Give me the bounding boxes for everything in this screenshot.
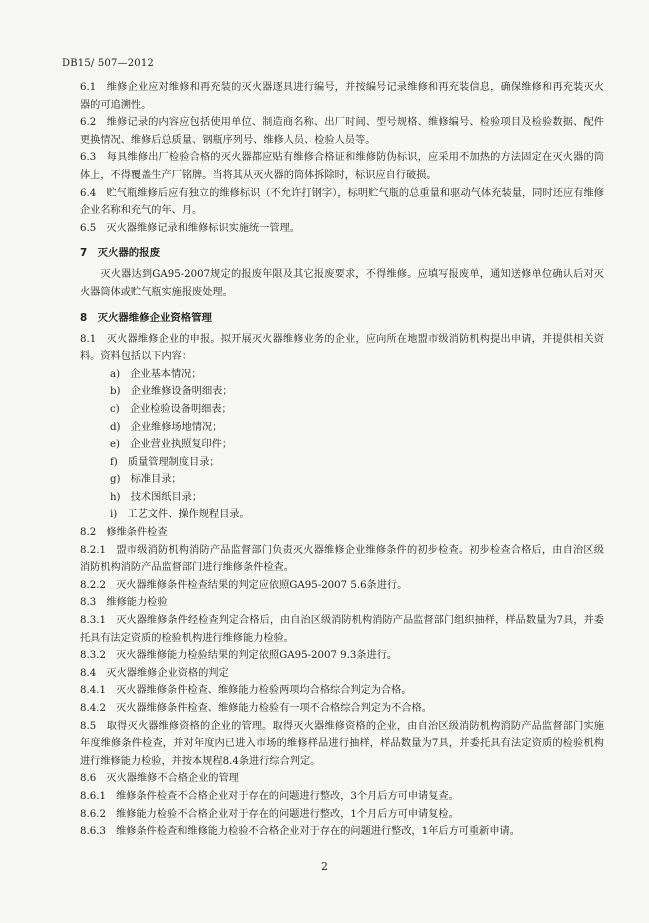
- clause-8-5: 8.5 取得灭火器维修资格的企业的管理。取得灭火器维修资格的企业，由自治区级消防机构消防产品监督部门实施年度维修条件检查，并对年度内已进入市场的维修样品进行抽样，样品数量为7具，并委托具有法定资质的检验机构进行维修能力检验，并按本规程8.4条进行综合判定。: [80, 720, 604, 767]
- clause-6-1: 6.1 维修企业应对维修和再充装的灭火器逐具进行编号，并按编号记录维修和再充装信息，确保维修和再充装灭火器的可追溯性。: [80, 82, 604, 111]
- list-item: g) 标准目录；: [110, 474, 182, 486]
- clause-8-6: 8.6 灭火器维修不合格企业的管理: [80, 773, 239, 785]
- clause-8-2-1: 8.2.1 盟市级消防机构消防产品监督部门负责灭火器维修企业维修条件的初步检查。初步检查合格后，由自治区级消防机构消防产品监督部门进行维修条件检查。: [80, 544, 604, 574]
- clause-8-6-1: 8.6.1 维修条件检查不合格企业对于存在的问题进行整改，3个月后方可申请复查。: [80, 790, 459, 802]
- materials-list: [80, 366, 604, 524]
- page-number: 2: [321, 860, 328, 873]
- clause-8-4: 8.4 灭火器维修企业资格的判定: [80, 667, 229, 679]
- clause-8-2-2: 8.2.2 灭火器维修条件检查结果的判定应依照GA95-2007 5.6条进行。: [80, 579, 408, 591]
- list-item: i) 工艺文件、操作规程目录。: [110, 509, 250, 521]
- list-item: f) 质量管理制度目录；: [110, 456, 220, 468]
- clause-8-1: 8.1 灭火器维修企业的申报。拟开展灭火器维修业务的企业，应向所在地盟市级消防机构提出申请，并提供相关资料。资料包括以下内容：: [80, 333, 604, 363]
- clause-8-4-2: 8.4.2 灭火器维修条件检查、维修能力检验有一项不合格综合判定为不合格。: [80, 703, 432, 714]
- clause-8-3-1: 8.3.1 灭火器维修条件经检查判定合格后，由自治区级消防机构消防产品监督部门组织抽样，样品数量为7具，并委托具有法定资质的检验机构进行维修能力检验。: [80, 615, 604, 644]
- clause-6-5: 6.5 灭火器维修记录和维修标识实施统一管理。: [80, 222, 300, 234]
- list-item: d) 企业维修场地情况；: [110, 421, 223, 433]
- clause-8-3: 8.3 维修能力检验: [80, 597, 168, 609]
- list-item: b) 企业维修设备明细表；: [110, 386, 233, 398]
- section-7-body: 灭火器达到GA95-2007规定的报废年限及其它报废要求，不得维修。应填写报废单，通知送修单位确认后对灭火器筒体或贮气瓶实施报废处理。: [80, 269, 604, 298]
- document-code-header: DB15/ 507—2012: [62, 58, 154, 69]
- list-item: a) 企业基本情况；: [110, 368, 202, 380]
- section-7-heading: 7 灭火器的报废: [80, 247, 160, 260]
- page-body: [80, 79, 604, 841]
- clause-8-6-2: 8.6.2 维修能力检验不合格企业对于存在的问题进行整改，1个月后方可申请复检。: [80, 808, 459, 820]
- clause-8-2: 8.2 修维条件检查: [80, 527, 168, 539]
- clause-6-3: 6.3 每具维修出厂检验合格的灭火器都应贴有维修合格证和维修防伪标识，应采用不加热的方法固定在灭火器的筒体上，不得覆盖生产厂铭牌。当将其从灭火器的筒体拆除时，标识应自行破损。: [80, 152, 604, 181]
- clause-8-3-2: 8.3.2 灭火器维修能力检验结果的判定依照GA95-2007 9.3条进行。: [80, 650, 398, 662]
- list-item: h) 技术图纸目录；: [110, 491, 203, 503]
- clause-8-6-3: 8.6.3 维修条件检查和维修能力检验不合格企业对于存在的问题进行整改，1年后方可重新申请。: [80, 826, 520, 838]
- section-8-heading: 8 灭火器维修企业资格管理: [80, 311, 212, 324]
- list-item: c) 企业检验设备明细表；: [110, 403, 232, 415]
- list-item: e) 企业营业执照复印件；: [110, 439, 233, 451]
- clause-8-4-1: 8.4.1 灭火器维修条件检查、维修能力检验两项均合格综合判定为合格。: [80, 685, 412, 697]
- clause-6-2: 6.2 维修记录的内容应包括使用单位、制造商名称、出厂时间、型号规格、维修编号、检验项目及检验数据、配件更换情况、维修后总质量、钢瓶序列号、维修人员、检验人员等。: [80, 117, 604, 146]
- clause-6-4: 6.4 贮气瓶维修后应有独立的维修标识（不允许打钢字），标明贮气瓶的总重量和驱动气体充装量，同时还应有维修企业名称和充气的年、月。: [80, 187, 604, 217]
